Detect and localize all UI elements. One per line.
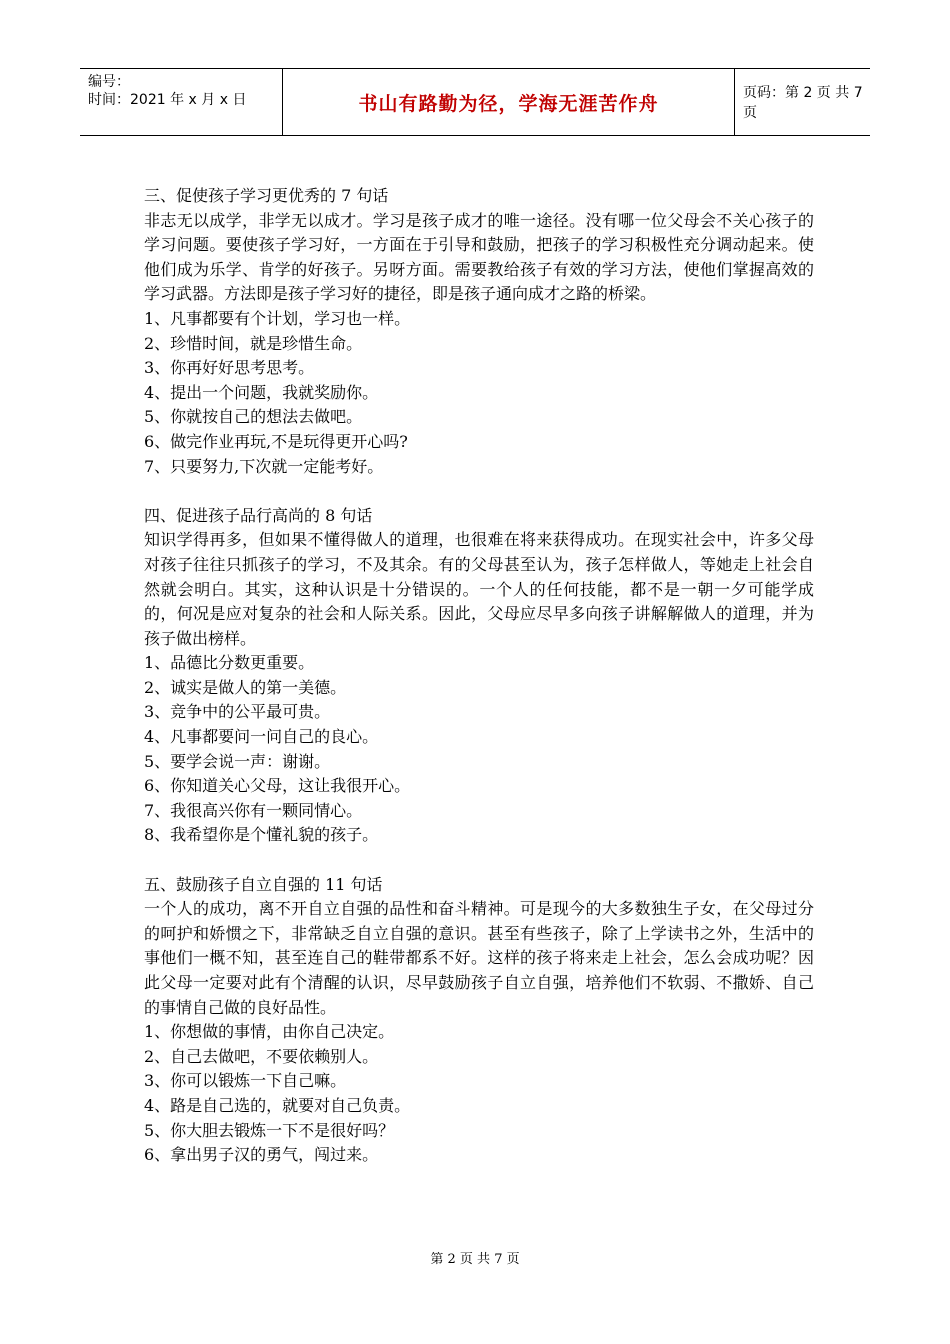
document-body xyxy=(144,184,814,1192)
section-paragraph: 知识学得再多，但如果不懂得做人的道理，也很难在将来获得成功。在现实社会中，许多父母对孩子往往只抓孩子的学习，不及其余。有的父母甚至认为，孩子怎样做人，等她走上社会自然就会明白。其实，这种认识是十分错误的。一个人的任何技能，都不是一朝一夕可能学成的，何况是应对复杂的社会和人际关系。因此，父母应尽早多向孩子讲解解做人的道理，并为孩子做出榜样。 xyxy=(144,530,814,648)
list-item: 1、凡事都要有个计划，学习也一样。 xyxy=(144,308,411,328)
list-item: 1、你想做的事情，由你自己决定。 xyxy=(144,1022,395,1042)
list-item: 4、凡事都要问一问自己的良心。 xyxy=(144,727,379,747)
list-item: 6、做完作业再玩,不是玩得更开心吗? xyxy=(144,431,408,451)
header-motto-cell xyxy=(283,69,735,135)
list-item: 5、你大胆去锻炼一下不是很好吗？ xyxy=(144,1120,395,1140)
section-study xyxy=(144,184,814,479)
list-item: 2、珍惜时间，就是珍惜生命。 xyxy=(144,333,363,353)
footer-page-number: 第 2 页 共 7 页 xyxy=(430,1252,520,1267)
list-item: 7、我很高兴你有一颗同情心。 xyxy=(144,800,363,820)
header-page-cell xyxy=(735,69,870,135)
list-item: 5、要学会说一声：谢谢。 xyxy=(144,751,331,771)
document-date-label: 时间：2021 年 x 月 x 日 xyxy=(88,92,247,108)
section-paragraph: 非志无以成学，非学无以成才。学习是孩子成才的唯一途径。没有哪一位父母会不关心孩子的学习问题。要使孩子学习好，一方面在于引导和鼓励，把孩子的学习积极性充分调动起来。使他们成为乐学、肯学的好孩子。另呀方面。需要教给孩子有效的学习方法，使他们掌握高效的学习武器。方法即是孩子学习好的捷径，即是孩子通向成才之路的桥梁。 xyxy=(144,210,814,304)
header-page-number: 页码：第 2 页 共 7 页 xyxy=(743,85,863,121)
header-motto: 书山有路勤为径，学海无涯苦作舟 xyxy=(358,92,659,115)
section-heading: 三、促使孩子学习更优秀的 7 句话 xyxy=(144,186,389,205)
list-item: 8、我希望你是个懂礼貌的孩子。 xyxy=(144,825,379,845)
list-item: 6、拿出男子汉的勇气，闯过来。 xyxy=(144,1145,379,1165)
list-item: 7、只要努力,下次就一定能考好。 xyxy=(144,456,384,476)
section-heading: 四、促进孩子品行高尚的 8 句话 xyxy=(144,505,373,525)
list-item: 3、你可以锻炼一下自己嘛。 xyxy=(144,1071,347,1091)
list-item: 2、诚实是做人的第一美德。 xyxy=(144,677,347,697)
section-heading: 五、鼓励孩子自立自强的 11 句话 xyxy=(144,874,383,894)
list-item: 4、提出一个问题，我就奖励你。 xyxy=(144,382,379,402)
list-item: 6、你知道关心父母，这让我很开心。 xyxy=(144,776,411,796)
page-header xyxy=(80,68,870,136)
list-item: 3、竞争中的公平最可贵。 xyxy=(144,702,331,722)
list-item: 1、品德比分数更重要。 xyxy=(144,653,315,673)
header-meta xyxy=(80,69,283,135)
list-item: 3、你再好好思考思考。 xyxy=(144,358,315,378)
section-character xyxy=(144,504,814,848)
section-independence xyxy=(144,873,814,1168)
list-item: 4、路是自己选的，就要对自己负责。 xyxy=(144,1095,411,1115)
list-item: 2、自己去做吧，不要依赖别人。 xyxy=(144,1046,379,1066)
document-number-label: 编号： xyxy=(88,74,130,90)
list-item: 5、你就按自己的想法去做吧。 xyxy=(144,407,363,427)
page-footer xyxy=(0,1248,950,1267)
section-paragraph: 一个人的成功，离不开自立自强的品性和奋斗精神。可是现今的大多数独生子女，在父母过分的呵护和娇惯之下，非常缺乏自立自强的意识。甚至有些孩子，除了上学读书之外，生活中的事他们一概不知，甚至连自己的鞋带都系不好。这样的孩子将来走上社会，怎么会成功呢？因此父母一定要对此有个清醒的认识，尽早鼓励孩子自立自强，培养他们不软弱、不撒娇、自己的事情自己做的良好品性。 xyxy=(144,899,814,1017)
